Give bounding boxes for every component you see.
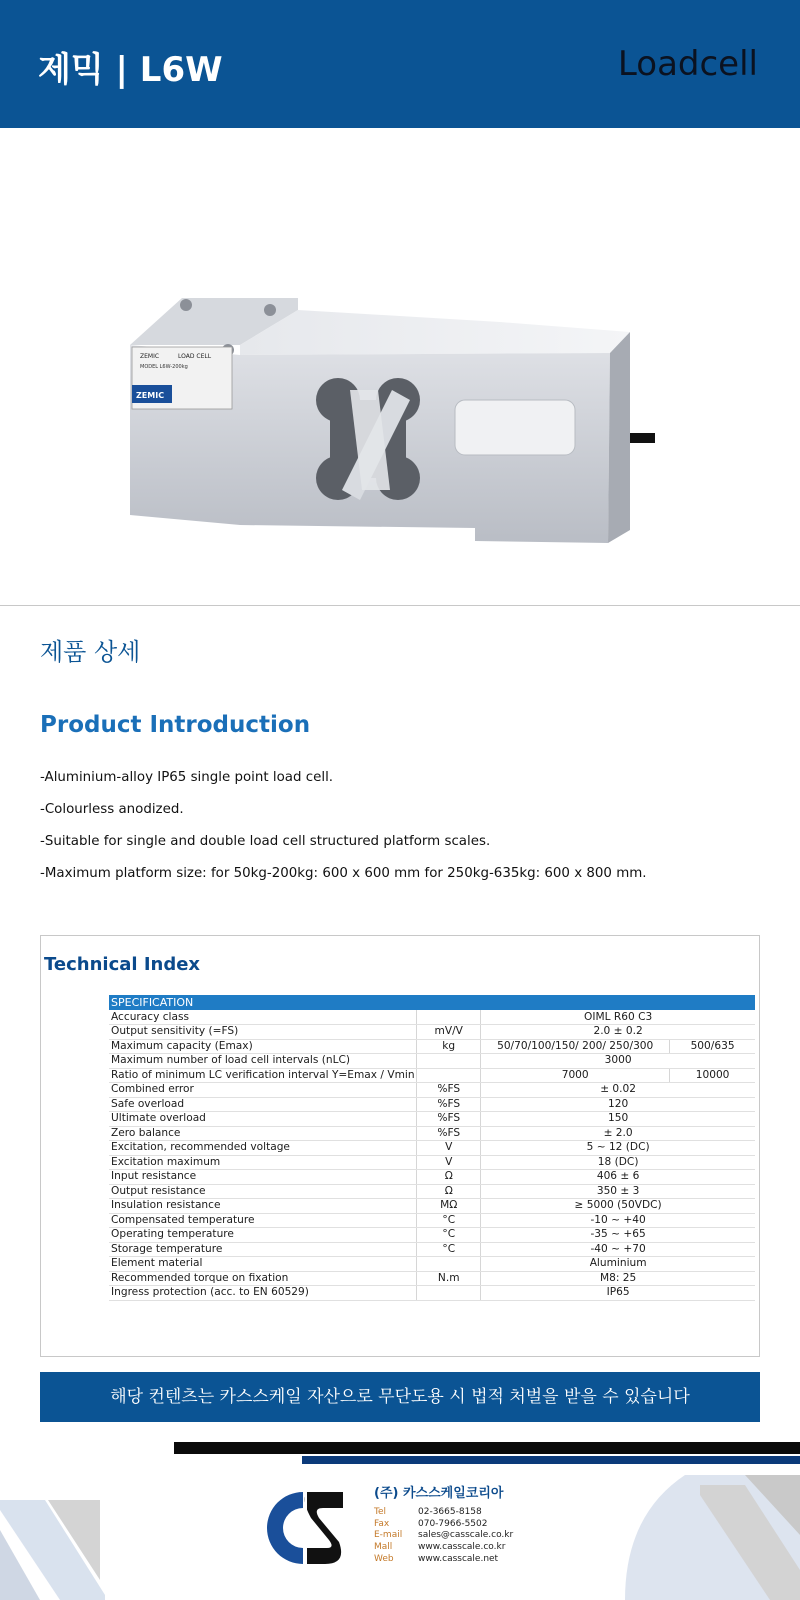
header-bar <box>0 0 800 128</box>
specification-header: SPECIFICATION <box>109 995 755 1010</box>
section-divider <box>0 605 800 606</box>
contact-value: 070-7966-5502 <box>418 1518 488 1529</box>
contact-value: sales@casscale.co.kr <box>418 1530 514 1541</box>
technical-index-title: Technical Index <box>44 954 201 975</box>
product-brand-model: 제믹 | L6W <box>38 50 223 90</box>
contact-row <box>374 1519 513 1531</box>
specification-row <box>109 1141 755 1156</box>
contact-value: 02-3665-8158 <box>418 1507 482 1517</box>
spec-value: IP65 <box>481 1286 755 1301</box>
label-model: MODEL L6W-200kg <box>140 364 188 370</box>
spec-parameter: Element material <box>109 1257 417 1272</box>
specification-row <box>109 1213 755 1228</box>
contact-value: www.casscale.co.kr <box>418 1542 506 1553</box>
footer-bar-blue <box>302 1456 800 1464</box>
spec-value: 50/70/100/150/ 200/ 250/300 <box>481 1039 670 1054</box>
spec-unit: %FS <box>417 1083 481 1098</box>
contact-label: Mall <box>374 1542 393 1553</box>
spec-parameter: Input resistance <box>109 1170 417 1185</box>
copyright-notice: 해당 컨텐츠는 카스스케일 자산으로 무단도용 시 법적 처벌을 받을 수 있습니다 <box>40 1372 760 1422</box>
spec-unit <box>417 1054 481 1069</box>
spec-unit: %FS <box>417 1126 481 1141</box>
spec-value: ≥ 5000 (50VDC) <box>481 1199 755 1214</box>
company-name: (주) 카스스케일코리아 <box>374 1486 504 1501</box>
spec-unit <box>417 1010 481 1025</box>
technical-index-panel <box>40 935 760 1357</box>
label-badge: ZEMIC <box>136 391 165 400</box>
spec-value: 7000 <box>481 1068 670 1083</box>
product-category: Loadcell <box>617 44 758 84</box>
spec-parameter: Ultimate overload <box>109 1112 417 1127</box>
spec-value: OIML R60 C3 <box>481 1010 755 1025</box>
cas-logo-icon <box>265 1490 345 1566</box>
spec-parameter: Storage temperature <box>109 1242 417 1257</box>
spec-parameter: Safe overload <box>109 1097 417 1112</box>
specification-row <box>109 1083 755 1098</box>
label-load-cell: LOAD CELL <box>178 353 212 360</box>
spec-parameter: Maximum capacity (Emax) <box>109 1039 417 1054</box>
intro-list <box>40 768 780 896</box>
spec-unit <box>417 1286 481 1301</box>
specification-row <box>109 1170 755 1185</box>
contact-row <box>374 1542 513 1554</box>
specification-row <box>109 1039 755 1054</box>
spec-unit: V <box>417 1141 481 1156</box>
specification-row <box>109 1257 755 1272</box>
spec-unit: kg <box>417 1039 481 1054</box>
spec-unit: %FS <box>417 1097 481 1112</box>
spec-value: 120 <box>481 1097 755 1112</box>
spec-parameter: Combined error <box>109 1083 417 1098</box>
spec-parameter: Output resistance <box>109 1184 417 1199</box>
spec-value: 3000 <box>481 1054 755 1069</box>
spec-parameter: Ingress protection (acc. to EN 60529) <box>109 1286 417 1301</box>
label-brand: ZEMIC <box>140 353 160 360</box>
spec-value: M8: 25 <box>481 1271 755 1286</box>
specification-row <box>109 1126 755 1141</box>
specification-row <box>109 1112 755 1127</box>
spec-parameter: Recommended torque on fixation <box>109 1271 417 1286</box>
spec-parameter: Excitation, recommended voltage <box>109 1141 417 1156</box>
contact-label: Fax <box>374 1518 390 1529</box>
spec-value: Aluminium <box>481 1257 755 1272</box>
loadcell-product-image <box>110 250 690 580</box>
spec-value: -35 ~ +65 <box>481 1228 755 1243</box>
contact-row <box>374 1530 513 1542</box>
spec-unit <box>417 1257 481 1272</box>
intro-line: -Colourless anodized. <box>40 802 184 817</box>
spec-parameter: Compensated temperature <box>109 1213 417 1228</box>
spec-parameter: Maximum number of load cell intervals (nLC) <box>109 1054 417 1069</box>
spec-unit: %FS <box>417 1112 481 1127</box>
spec-value: 5 ~ 12 (DC) <box>481 1141 755 1156</box>
specification-header-row <box>109 995 755 1010</box>
spec-unit: Ω <box>417 1184 481 1199</box>
section-title-ko: 제품 상세 <box>40 638 141 666</box>
spec-unit: V <box>417 1155 481 1170</box>
spec-unit: °C <box>417 1228 481 1243</box>
footer-bar-black <box>174 1442 800 1454</box>
spec-value: -10 ~ +40 <box>481 1213 755 1228</box>
spec-value: -40 ~ +70 <box>481 1242 755 1257</box>
spec-parameter: Ratio of minimum LC verification interval Y=Emax / Vmin <box>109 1068 417 1083</box>
contact-label: E-mail <box>374 1530 403 1541</box>
spec-unit: °C <box>417 1242 481 1257</box>
contact-label: Tel <box>374 1507 387 1517</box>
specification-row <box>109 1155 755 1170</box>
specification-row <box>109 1286 755 1301</box>
specification-row <box>109 1025 755 1040</box>
spec-parameter: Zero balance <box>109 1126 417 1141</box>
specification-row <box>109 1271 755 1286</box>
spec-value: 406 ± 6 <box>481 1170 755 1185</box>
spec-unit: Ω <box>417 1170 481 1185</box>
specification-row <box>109 1184 755 1199</box>
decorative-pattern-right <box>625 1475 800 1600</box>
contact-label: Web <box>374 1553 394 1564</box>
specification-row <box>109 1199 755 1214</box>
decorative-pattern-left <box>0 1500 105 1600</box>
specification-row <box>109 1010 755 1025</box>
spec-unit <box>417 1068 481 1083</box>
specification-row <box>109 1054 755 1069</box>
specification-table <box>109 995 755 1301</box>
spec-parameter: Excitation maximum <box>109 1155 417 1170</box>
intro-line: -Suitable for single and double load cell structured platform scales. <box>40 834 491 849</box>
spec-value: 150 <box>481 1112 755 1127</box>
spec-parameter: Output sensitivity (=FS) <box>109 1025 417 1040</box>
intro-line: -Aluminium-alloy IP65 single point load cell. <box>40 770 334 785</box>
contact-row <box>374 1507 513 1519</box>
spec-value-alt: 500/635 <box>670 1039 755 1054</box>
spec-value: ± 0.02 <box>481 1083 755 1098</box>
spec-value: 18 (DC) <box>481 1155 755 1170</box>
spec-unit: N.m <box>417 1271 481 1286</box>
spec-parameter: Accuracy class <box>109 1010 417 1025</box>
spec-unit: mV/V <box>417 1025 481 1040</box>
intro-line: -Maximum platform size: for 50kg-200kg: 600 x 600 mm for 250kg-635kg: 600 x 800 mm. <box>40 866 647 881</box>
spec-value: ± 2.0 <box>481 1126 755 1141</box>
company-contacts <box>374 1507 513 1565</box>
spec-unit: MΩ <box>417 1199 481 1214</box>
section-title-en: Product Introduction <box>40 712 311 738</box>
spec-unit: °C <box>417 1213 481 1228</box>
spec-value: 2.0 ± 0.2 <box>481 1025 755 1040</box>
specification-row <box>109 1228 755 1243</box>
spec-parameter: Insulation resistance <box>109 1199 417 1214</box>
specification-row <box>109 1242 755 1257</box>
contact-value: www.casscale.net <box>418 1553 499 1564</box>
spec-value: 350 ± 3 <box>481 1184 755 1199</box>
spec-parameter: Operating temperature <box>109 1228 417 1243</box>
specification-row <box>109 1068 755 1083</box>
spec-value-alt: 10000 <box>670 1068 755 1083</box>
contact-row <box>374 1554 513 1566</box>
specification-row <box>109 1097 755 1112</box>
